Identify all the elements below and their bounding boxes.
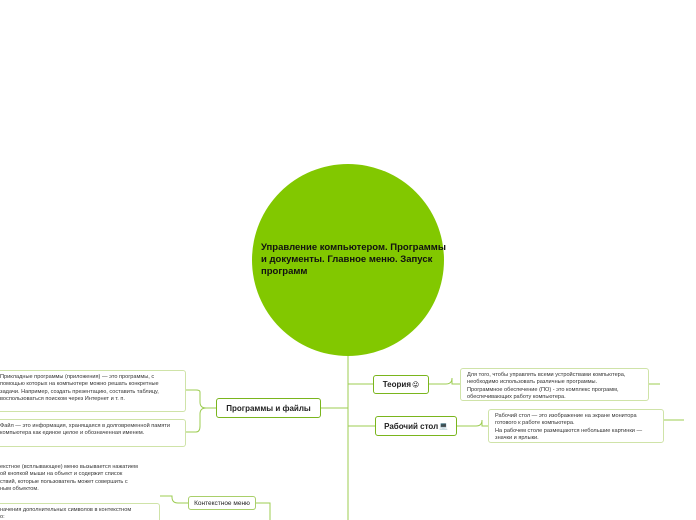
topic-theory[interactable] <box>373 375 429 394</box>
wink-emoji-icon: 😜 <box>411 381 420 389</box>
note-applications[interactable]: Прикладные программы (приложения) — это программы, с помощью которых на компьютере можно решать конкретные задачи. Например, создать презентацию, составить таблицу, воспользоваться поиском через Интернет и т. п. <box>0 370 186 412</box>
note-context-symbols[interactable]: начения дополнительных символов в контекстном о: <box>0 503 160 520</box>
topic-programs-and-files[interactable]: Программы и файлы <box>216 398 321 418</box>
note-theory[interactable]: Для того, чтобы управлять всеми устройствами компьютера, необходимо использовать различные программы. Программное обеспечение (ПО) - это комплекс программ, обеспечивающих работу компьютера. <box>460 368 649 401</box>
computer-emoji-icon: 💻 <box>439 423 448 430</box>
central-topic[interactable] <box>252 164 444 356</box>
topic-theory-label: Теория <box>382 380 411 389</box>
note-desktop[interactable]: Рабочий стол — это изображение на экране монитора готового к работе компьютера. На рабочем столе размещаются небольшие картинки — значки и ярлыки. <box>488 409 664 443</box>
note-context-menu[interactable]: екстное (всплывающее) меню вызывается нажатием ой кнопкой мыши на объект и содержит список ствий, которые пользователь может совершить с ным объектом. <box>0 462 160 498</box>
topic-context-menu[interactable]: Контекстное меню <box>188 496 256 510</box>
topic-desktop[interactable] <box>375 416 457 436</box>
topic-desktop-label: Рабочий стол <box>384 421 439 431</box>
central-topic-title: Управление компьютером. Программы и документы. Главное меню. Запуск программ <box>261 242 446 277</box>
note-file[interactable]: Файл — это информация, хранящаяся в долговременной памяти компьютера как единое целое и обозначенная именем. <box>0 419 186 447</box>
